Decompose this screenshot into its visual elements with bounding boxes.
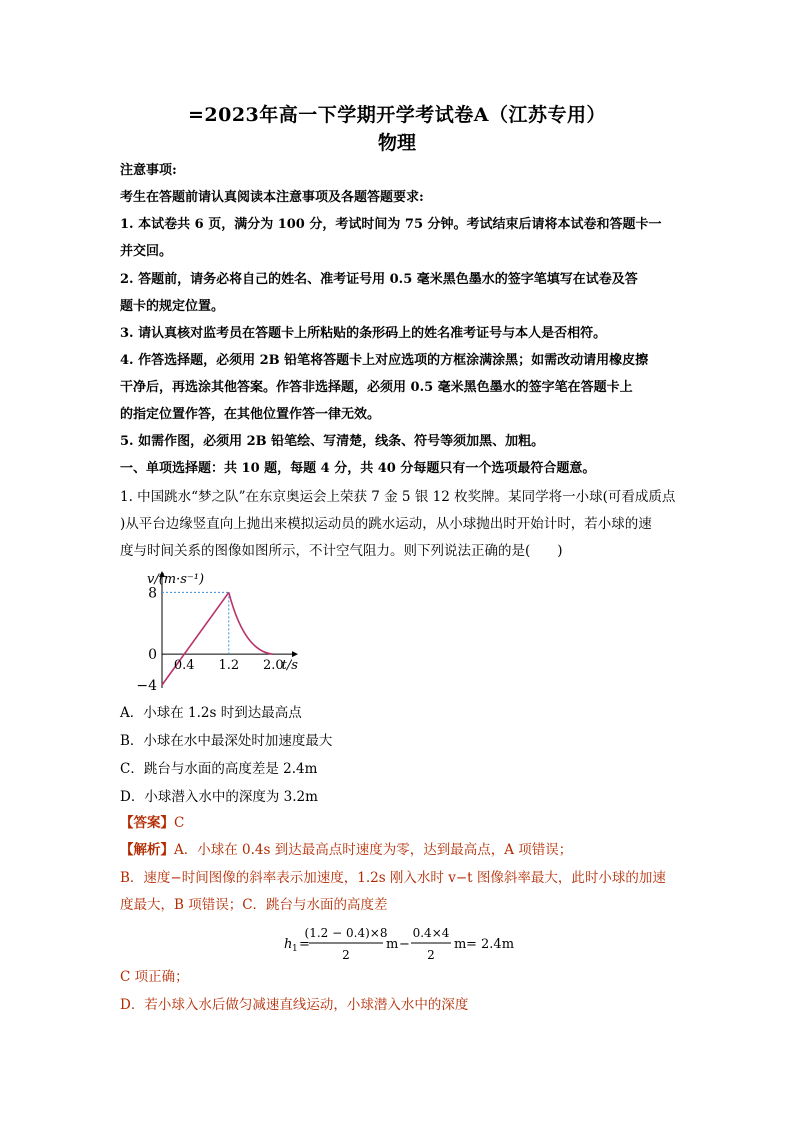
y-axis-label: v/(m·s⁻¹) [147,572,205,587]
option-a: A．小球在 1.2s 时到达最高点 [120,705,302,721]
x-axis-label: t/s [281,658,298,674]
exam-title: =2023年高一下学期开学考试卷A（江苏专用） [187,104,607,126]
formula-frac1-num: (1.2 − 0.4)×8 [304,926,388,940]
notice-line: 并交回。 [120,244,173,259]
y-tick-label: 8 [148,585,157,602]
velocity-time-chart [136,565,300,694]
formula-unit2: m [454,937,467,952]
y-tick-label: 0 [148,647,157,664]
notice-line: 1. 本试卷共 6 页，满分为 100 分，考试时间为 75 分钟。考试结束后请将本试卷和答题卡一 [120,217,662,232]
velocity-curve-decay [229,592,274,654]
x-tick-label: 2.0 [262,658,284,674]
analysis-line: B．速度−时间图像的斜率表示加速度，1.2s 刚入水时 v−t 图像斜率最大，此时小球的加速 [120,870,666,886]
question-line: )从平台边缘竖直向上抛出来模拟运动员的跳水运动，从小球抛出时开始计时，若小球的速 [120,516,652,532]
analysis-line: C 项正确； [120,969,189,985]
analysis-label: 【解析】 [120,842,174,858]
notice-line: 的指定位置作答，在其他位置作答一律无效。 [120,407,381,422]
answer-value: C [174,815,185,831]
section-heading: 一、单项选择题：共 10 题，每题 4 分，共 40 分每题只有一个选项最符合题意。 [120,461,596,476]
option-c: C．跳台与水面的高度差是 2.4m [120,761,318,777]
notice-heading: 注意事项: [120,163,177,178]
notice-line: 2. 答题前，请务必将自己的姓名、准考证号用 0.5 毫米黑色墨水的签字笔填写在试卷及答 [120,272,638,287]
question-line: 度与时间关系的图像如图所示，不计空气阻力。则下列说法正确的是( ) [120,543,563,559]
formula-frac1-den: 2 [342,948,350,962]
formula-unit1: m [386,937,399,952]
x-tick-label: 1.2 [218,658,240,674]
formula-result: = 2.4m [466,937,515,952]
notice-line: 5. 如需作图，必须用 2B 铅笔绘、写清楚，线条、符号等须加黑、加粗。 [120,434,545,449]
notice-line: 题卡的规定位置。 [120,299,225,314]
formula-lhs-sub: 1 [292,944,298,954]
formula-eq: = [299,937,310,952]
option-d: D．小球潜入水中的深度为 3.2m [120,789,318,805]
notice-line: 4. 作答选择题，必须用 2B 铅笔将答题卡上对应选项的方框涂满涂黑；如需改动请用橡皮擦 [120,353,649,368]
notice-line: 3. 请认真核对监考员在答题卡上所粘贴的条形码上的姓名准考证号与本人是否相符。 [120,326,607,341]
answer-label: 【答案】 [120,815,174,831]
analysis-line [120,841,680,859]
analysis-line: 度最大，B 项错误；C．跳台与水面的高度差 [120,897,388,913]
x-tick-label: 0.4 [173,658,195,674]
analysis-line: D．若小球入水后做匀减速直线运动，小球潜入水中的深度 [120,997,469,1013]
x-axis-arrow [292,651,298,657]
height-formula [0,920,794,966]
formula-lhs: h [284,937,293,952]
analysis-text: A．小球在 0.4s 到达最高点时速度为零，达到最高点，A 项错误； [174,842,573,858]
answer-line [120,814,680,832]
y-tick-label: −4 [136,678,157,694]
notice-intro: 考生在答题前请认真阅读本注意事项及各题答题要求: [120,190,424,205]
formula-frac2-den: 2 [427,948,435,962]
formula-frac2-num: 0.4×4 [412,926,450,940]
question-line: 1. 中国跳水“梦之队”在东京奥运会上荣获 7 金 5 银 12 枚奖牌。某同学将一小球(可看成质点 [120,489,676,505]
option-b: B．小球在水中最深处时加速度最大 [120,733,333,749]
exam-subject: 物理 [377,132,416,154]
notice-line: 干净后，再选涂其他答案。作答非选择题，必须用 0.5 毫米黑色墨水的签字笔在答题卡上 [120,380,633,395]
formula-minus: − [399,937,410,952]
